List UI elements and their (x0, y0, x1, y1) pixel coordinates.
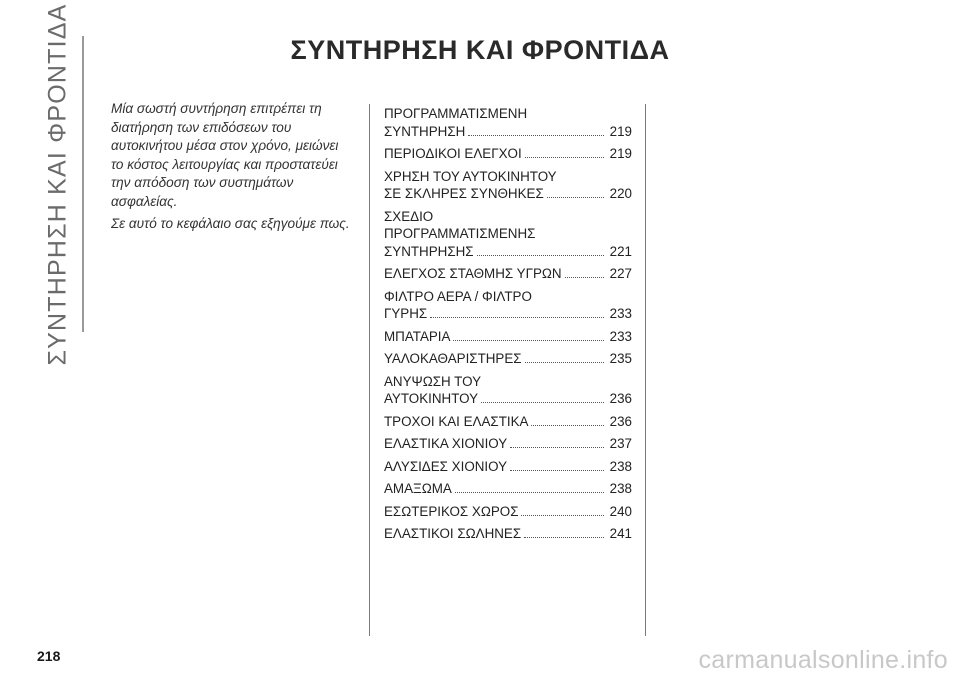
toc-entry-line (384, 458, 632, 476)
toc-entry[interactable] (384, 208, 632, 261)
table-of-contents (384, 105, 632, 548)
toc-leader-dots (524, 527, 604, 538)
toc-entry-title: ΑΥΤΟΚΙΝΗΤΟΥ (384, 391, 479, 406)
toc-entry[interactable] (384, 105, 632, 140)
toc-entry-line (384, 525, 632, 543)
page-title: ΣΥΝΤΗΡΗΣΗ ΚΑΙ ΦΡΟΝΤΙΔΑ (290, 35, 670, 65)
toc-entry[interactable] (384, 525, 632, 543)
toc-leader-dots (481, 392, 604, 403)
toc-page-number: 221 (609, 243, 632, 259)
intro-paragraph: Μία σωστή συντήρηση επιτρέπει τη διατήρηση των επιδόσεων του αυτοκινήτου μέσα στον χρόνο, μειώνει το κόστος λειτουργίας και προστατεύει την απόδοση των συστημάτων ασφαλείας. (111, 101, 339, 209)
side-chapter-label: ΣΥΝΤΗΡΗΣΗ ΚΑΙ ΦΡΟΝΤΙΔΑ (43, 2, 72, 366)
toc-entry-title: ΥΑΛΟΚΑΘΑΡΙΣΤΗΡΕΣ (384, 351, 522, 366)
toc-entry-title: ΕΣΩΤΕΡΙΚΟΣ ΧΩΡΟΣ (384, 503, 519, 519)
toc-leader-dots (565, 267, 604, 278)
toc-entry[interactable] (384, 413, 632, 431)
toc-leader-dots (477, 245, 604, 256)
toc-entry-title-line: ΑΝΥΨΩΣΗ ΤΟΥ (384, 373, 482, 389)
toc-entry-title-line: ΣΧΕΔΙΟ (384, 208, 434, 224)
toc-leader-dots (547, 187, 604, 198)
toc-entry-line (384, 243, 632, 261)
toc-entry-line (384, 123, 632, 141)
toc-page-number: 227 (609, 266, 632, 281)
toc-entry-line (384, 328, 632, 346)
page-number: 218 (37, 648, 61, 664)
toc-leader-dots (525, 147, 604, 158)
toc-entry[interactable] (384, 373, 632, 408)
toc-entry-title: ΓΥΡΗΣ (384, 306, 428, 321)
toc-entry-line (384, 145, 632, 163)
toc-entry[interactable] (384, 435, 632, 453)
toc-entry[interactable] (384, 145, 632, 163)
toc-entry-title: ΕΛΑΣΤΙΚΟΙ ΣΩΛΗΝΕΣ (384, 526, 522, 541)
toc-entry-title-line: ΠΡΟΓΡΑΜΜΑΤΙΣΜΕΝΗΣ (384, 226, 536, 241)
toc-page-number: 236 (609, 413, 632, 429)
intro-text (111, 100, 351, 236)
toc-entry-title: ΠΕΡΙΟΔΙΚΟΙ ΕΛΕΓΧΟΙ (384, 146, 522, 161)
toc-entry-line (384, 435, 632, 453)
toc-entry-title: ΕΛΑΣΤΙΚΑ ΧΙΟΝΙΟΥ (384, 436, 508, 451)
toc-page-number: 233 (609, 306, 632, 321)
toc-entry-title: ΜΠΑΤΑΡΙΑ (384, 328, 451, 344)
toc-entry[interactable] (384, 288, 632, 323)
toc-leader-dots (468, 125, 604, 136)
toc-page-number: 233 (609, 328, 632, 344)
toc-entry-line (384, 305, 632, 323)
toc-entry-title: ΤΡΟΧΟΙ ΚΑΙ ΕΛΑΣΤΙΚΑ (384, 413, 529, 429)
toc-leader-dots (510, 460, 604, 471)
watermark: carmanualsonline.info (698, 646, 948, 674)
toc-entry[interactable] (384, 168, 632, 203)
intro-paragraph: Σε αυτό το κεφάλαιο σας εξηγούμε πως. (111, 215, 350, 231)
toc-entry-title: ΣΕ ΣΚΛΗΡΕΣ ΣΥΝΘΗΚΕΣ (384, 186, 544, 201)
toc-page-number: 220 (609, 186, 632, 201)
toc-page-number: 241 (609, 526, 632, 541)
toc-entry[interactable] (384, 458, 632, 476)
toc-entry-line (384, 413, 632, 431)
toc-entry-title: ΣΥΝΤΗΡΗΣΗΣ (384, 243, 474, 259)
toc-entry-line (384, 185, 632, 203)
toc-entry-title-line: ΠΡΟΓΡΑΜΜΑΤΙΣΜΕΝΗ (384, 106, 528, 121)
toc-leader-dots (510, 437, 604, 448)
toc-leader-dots (521, 505, 604, 516)
toc-entry-line (384, 390, 632, 408)
toc-entry[interactable] (384, 350, 632, 368)
toc-entry[interactable] (384, 480, 632, 498)
toc-page-number: 219 (609, 146, 632, 161)
toc-page-number: 238 (609, 481, 632, 496)
toc-entry-line (384, 480, 632, 498)
toc-page-number: 219 (609, 123, 632, 139)
toc-entry-title-line: ΧΡΗΣΗ ΤΟΥ ΑΥΤΟΚΙΝΗΤΟΥ (384, 168, 557, 184)
side-chapter-tab (38, 2, 78, 366)
toc-page-number: 237 (609, 436, 632, 451)
toc-entry-title-line: ΦΙΛΤΡΟ ΑΕΡΑ / ΦΙΛΤΡΟ (384, 288, 532, 304)
toc-page-number: 236 (609, 391, 632, 406)
toc-page-number: 235 (609, 351, 632, 366)
toc-entry[interactable] (384, 328, 632, 346)
toc-leader-dots (531, 415, 604, 426)
toc-entry-title: ΣΥΝΤΗΡΗΣΗ (384, 123, 466, 139)
column-divider-right (645, 104, 646, 636)
column-divider-left (369, 104, 370, 636)
toc-page-number: 240 (609, 503, 632, 519)
toc-entry[interactable] (384, 265, 632, 283)
toc-page-number: 238 (609, 458, 632, 474)
toc-entry-title: ΑΛΥΣΙΔΕΣ ΧΙΟΝΙΟΥ (384, 458, 508, 474)
toc-entry-title: ΑΜΑΞΩΜΑ (384, 481, 452, 496)
toc-entry-title: ΕΛΕΓΧΟΣ ΣΤΑΘΜΗΣ ΥΓΡΩΝ (384, 266, 562, 281)
toc-leader-dots (525, 352, 604, 363)
toc-entry[interactable] (384, 503, 632, 521)
toc-leader-dots (453, 330, 604, 341)
side-divider (82, 36, 84, 332)
toc-entry-line (384, 350, 632, 368)
toc-leader-dots (430, 307, 604, 318)
toc-entry-line (384, 503, 632, 521)
toc-leader-dots (455, 482, 604, 493)
toc-entry-line (384, 265, 632, 283)
